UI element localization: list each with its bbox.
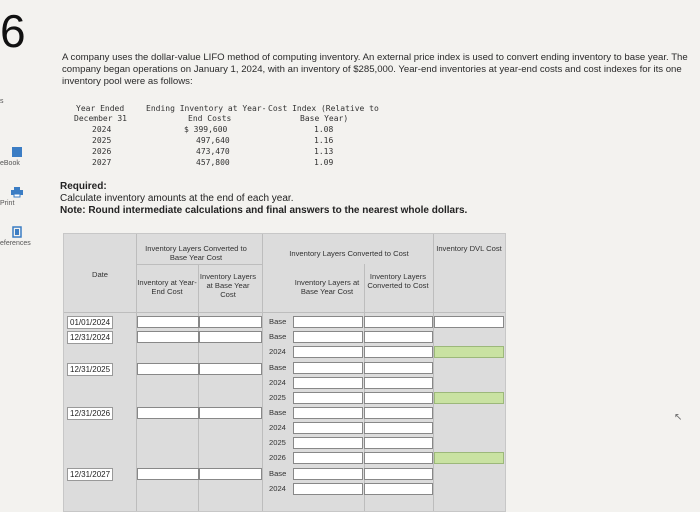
year-label: 2024 — [269, 347, 286, 356]
base-cost-input[interactable] — [199, 468, 262, 480]
sidebar-item-print[interactable] — [0, 186, 44, 207]
row-index: 1.13 — [314, 147, 334, 156]
layer-base-input[interactable] — [293, 452, 363, 464]
layer-base-input[interactable] — [293, 362, 363, 374]
header-end-costs: End Costs — [188, 114, 232, 123]
layer-base-input[interactable] — [293, 407, 363, 419]
year-label: 2024 — [269, 484, 286, 493]
book-icon — [10, 146, 24, 158]
page-number: 6 — [0, 5, 26, 57]
layer-converted-input[interactable] — [364, 377, 433, 389]
year-end-cost-input[interactable] — [137, 468, 199, 480]
required-text: Calculate inventory amounts at the end of each year. — [60, 193, 294, 204]
year-label: Base — [269, 363, 287, 372]
layer-converted-input[interactable] — [364, 452, 433, 464]
required-section — [60, 181, 467, 217]
layer-base-input[interactable] — [293, 346, 363, 358]
sidebar-item-label: eBook — [0, 160, 20, 167]
header-ending-inventory: Ending Inventory at Year- — [146, 104, 267, 113]
layer-converted-input[interactable] — [364, 362, 433, 374]
sidebar-item-label: eferences — [0, 240, 31, 247]
references-icon — [10, 226, 24, 238]
layer-base-input[interactable] — [293, 392, 363, 404]
layer-converted-input[interactable] — [364, 407, 433, 419]
col-header-converted-cost: Inventory Layers Converted to Cost — [367, 272, 429, 290]
sidebar-item-label: s — [0, 98, 4, 105]
row-cost: $ 399,600 — [184, 125, 228, 134]
row-index: 1.09 — [314, 158, 334, 167]
year-end-cost-input[interactable] — [137, 407, 199, 419]
layer-converted-input[interactable] — [364, 316, 433, 328]
sidebar-item-references[interactable] — [0, 226, 44, 247]
base-cost-input[interactable] — [199, 407, 262, 419]
header-base-year: Base Year) — [300, 114, 349, 123]
row-cost: 457,800 — [196, 158, 230, 167]
mouse-cursor-icon: ↖ — [674, 412, 683, 423]
group-header-base-year: Inventory Layers Converted to Base Year Cost — [145, 244, 247, 262]
answer-grid — [63, 233, 506, 512]
group-header-converted: Inventory Layers Converted to Cost — [289, 249, 409, 258]
problem-statement: A company uses the dollar-value LIFO method of computing inventory. An external price index is used to convert ending inventory to base year. The company began operations on January 1, 2024, with an inventory of $285,000. Year-end inventories at year-end costs and cost indexes for its one inventory pool were as follows: — [62, 52, 688, 87]
base-cost-input[interactable] — [199, 316, 262, 328]
layer-base-input[interactable] — [293, 331, 363, 343]
row-year: 2026 — [92, 147, 112, 156]
group-header-dvl: Inventory DVL Cost — [436, 244, 502, 253]
layer-base-input[interactable] — [293, 437, 363, 449]
layer-converted-input[interactable] — [364, 392, 433, 404]
year-label: 2024 — [269, 378, 286, 387]
layer-converted-input[interactable] — [364, 422, 433, 434]
layer-base-input[interactable] — [293, 468, 363, 480]
row-year: 2027 — [92, 158, 112, 167]
required-label: Required: — [60, 181, 107, 192]
col-header-layers-base-2: Inventory Layers at Base Year Cost — [294, 278, 360, 296]
dvl-cost-input[interactable] — [434, 452, 504, 464]
year-label: Base — [269, 332, 287, 341]
row-cost: 473,470 — [196, 147, 230, 156]
header-cost-index: Cost Index (Relative to — [268, 104, 379, 113]
year-end-cost-input[interactable] — [137, 316, 199, 328]
year-end-cost-input[interactable] — [137, 331, 199, 343]
row-year: 2025 — [92, 136, 112, 145]
row-index: 1.08 — [314, 125, 334, 134]
layer-converted-input[interactable] — [364, 437, 433, 449]
year-label: Base — [269, 469, 287, 478]
layer-converted-input[interactable] — [364, 346, 433, 358]
layer-base-input[interactable] — [293, 483, 363, 495]
year-label: 2024 — [269, 423, 286, 432]
layer-base-input[interactable] — [293, 422, 363, 434]
year-label: 2025 — [269, 438, 286, 447]
year-label: 2025 — [269, 393, 286, 402]
year-label: Base — [269, 317, 287, 326]
row-index: 1.16 — [314, 136, 334, 145]
date-label: 12/31/2027 — [67, 468, 113, 481]
sidebar-item-label: Print — [0, 200, 15, 207]
col-header-date: Date — [91, 270, 109, 279]
sidebar-item-ebook[interactable] — [0, 146, 44, 167]
dvl-cost-input[interactable] — [434, 392, 504, 404]
base-cost-input[interactable] — [199, 363, 262, 375]
layer-converted-input[interactable] — [364, 468, 433, 480]
date-label: 12/31/2026 — [67, 407, 113, 420]
date-label: 01/01/2024 — [67, 316, 113, 329]
row-cost: 497,640 — [196, 136, 230, 145]
layer-converted-input[interactable] — [364, 483, 433, 495]
printer-icon — [10, 186, 24, 198]
layer-converted-input[interactable] — [364, 331, 433, 343]
year-label: Base — [269, 408, 287, 417]
base-cost-input[interactable] — [199, 331, 262, 343]
row-year: 2024 — [92, 125, 112, 134]
layer-base-input[interactable] — [293, 377, 363, 389]
dvl-cost-input[interactable] — [434, 346, 504, 358]
header-year-ended: Year Ended — [76, 104, 125, 113]
col-header-year-end-cost: Inventory at Year-End Cost — [137, 278, 197, 296]
note-text: Note: Round intermediate calculations and final answers to the nearest whole dollars. — [60, 205, 468, 216]
col-header-layers-base: Inventory Layers at Base Year Cost — [199, 272, 257, 299]
header-december-31: December 31 — [74, 114, 127, 123]
layer-base-input[interactable] — [293, 316, 363, 328]
year-end-cost-input[interactable] — [137, 363, 199, 375]
date-label: 12/31/2025 — [67, 363, 113, 376]
dvl-cost-input[interactable] — [434, 316, 504, 328]
date-label: 12/31/2024 — [67, 331, 113, 344]
year-label: 2026 — [269, 453, 286, 462]
sidebar-item-top[interactable] — [0, 98, 44, 105]
